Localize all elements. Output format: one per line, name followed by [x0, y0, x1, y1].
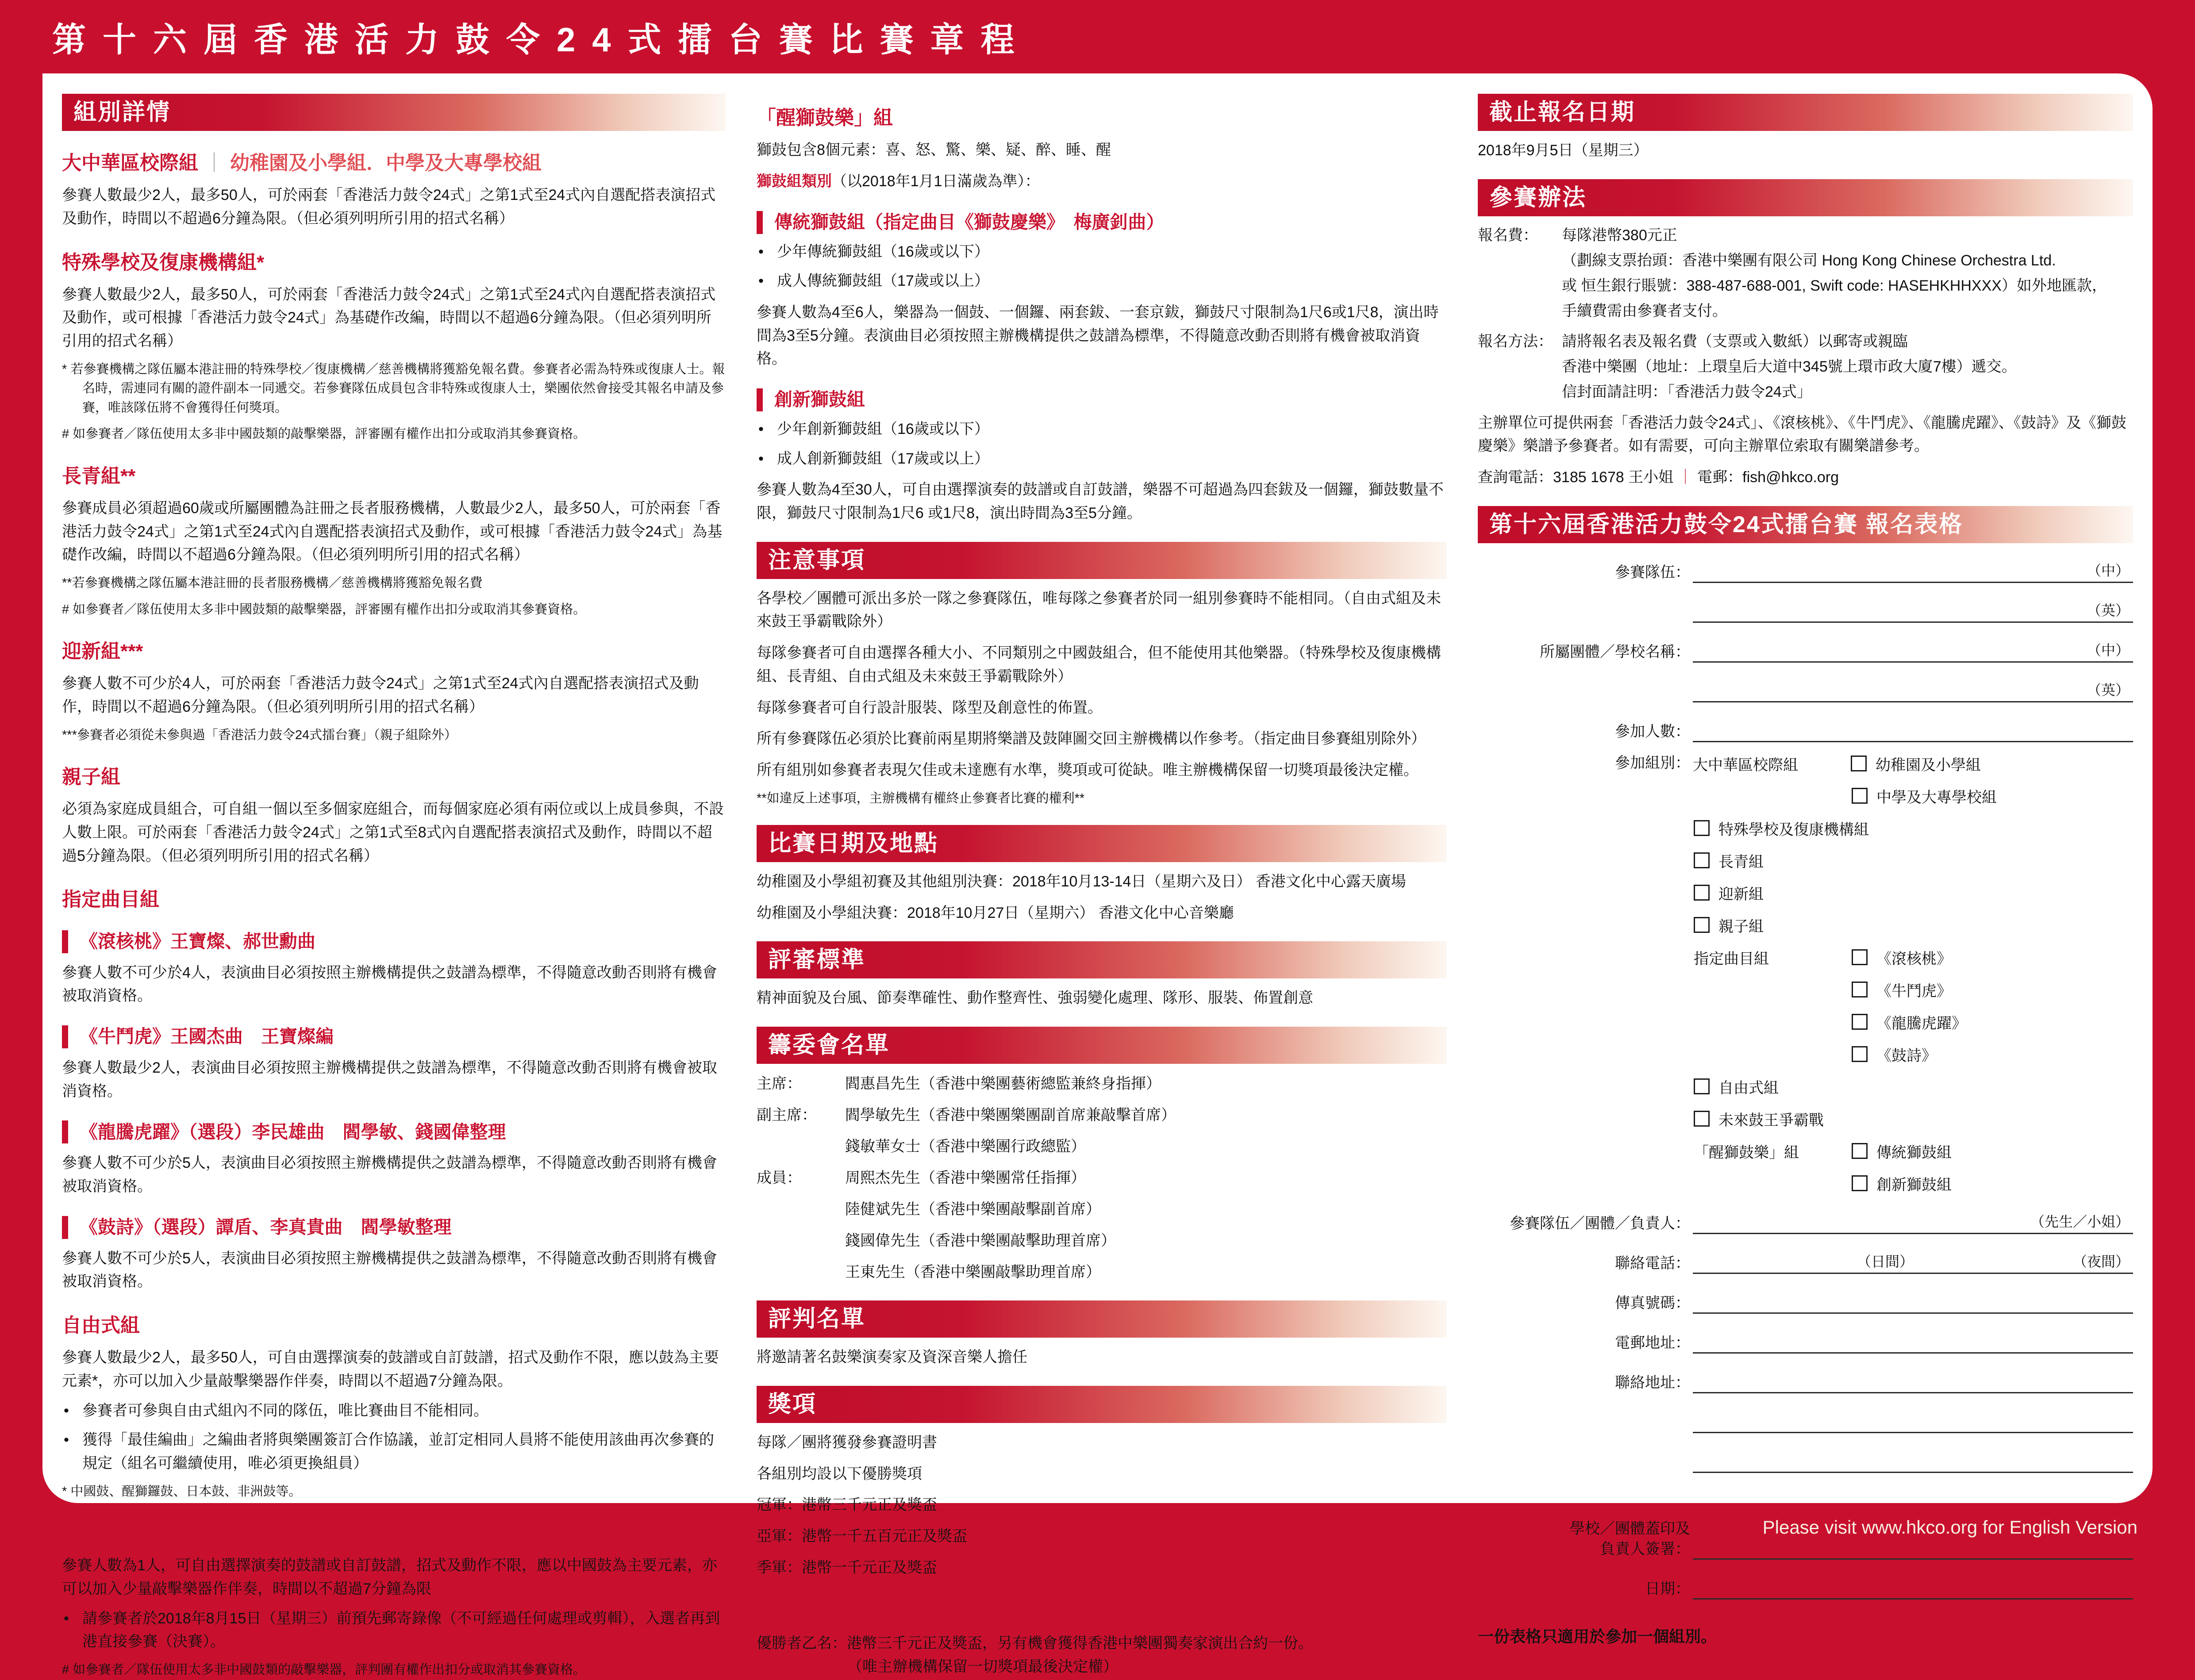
- group-heading-evergreen: 長青組**: [62, 465, 136, 487]
- paragraph: 參賽人數最少2人，表演曲目必須按照主辦機構提供之鼓譜為標準，不得隨意改動否則將有機會被取消資格。: [62, 1059, 717, 1100]
- paragraph: 參賽人數最少2人，最多50人，可自由選擇演奏的鼓譜或自訂鼓譜，招式及動作不限，應以鼓為主要元素*，亦可以加入少量敲擊樂器作伴奏，時間以不超過7分鐘為限。: [62, 1349, 719, 1389]
- committee-role: 主席：: [757, 1075, 802, 1093]
- committee-name: 王東先生（香港中樂團敲擊助理首席）: [845, 1264, 1101, 1281]
- checkbox-secondary-tertiary[interactable]: [1852, 788, 1868, 804]
- footnote: # 如參賽者／隊伍使用太多非中國鼓類的敲擊樂器，評判團有權作出扣分或取消其參賽資格。: [62, 1663, 586, 1677]
- checkbox-item: [1694, 817, 1869, 839]
- paragraph: 季軍：港幣一千元正及獎盃: [757, 1559, 937, 1576]
- email-label: 電郵地址：: [1615, 1334, 1690, 1351]
- lion-category-label: 獅鼓組類別: [757, 173, 832, 190]
- red-bar-icon: [62, 1216, 68, 1239]
- paragraph: 亞軍：港幣一千五百元正及獎盃: [757, 1527, 967, 1545]
- field-team-name-en[interactable]: [1693, 595, 2133, 623]
- paragraph: 參賽人數不可少於5人，表演曲目必須按照主辦機構提供之鼓譜為標準，不得隨意改動否則將有機會被取消資格。: [62, 1155, 717, 1195]
- form-row-category: [1478, 785, 2133, 807]
- paragraph: 每隊參賽者可自行設計服裝、隊型及創意性的佈置。: [757, 699, 1103, 716]
- bullet-item: • 成人傳統獅鼓組（17歲或以上）: [757, 269, 1447, 293]
- signature-label-line1: 學校／團體蓋印及: [1570, 1520, 1690, 1537]
- paragraph: 參賽人數不可少於4人，表演曲目必須按照主辦機構提供之鼓譜為標準，不得隨意改動否則將有機會被取消資格。: [62, 964, 717, 1005]
- committee-name: 周熙杰先生（香港中樂團常任指揮）: [845, 1170, 1086, 1187]
- form-row-address-2: [1478, 1405, 2133, 1433]
- form-row-phone: [1478, 1246, 2133, 1274]
- paragraph: 每隊／團將獲發參賽證明書: [757, 1434, 937, 1451]
- column-group-details: [62, 94, 726, 1677]
- checkbox-label: 《鼓詩》: [1876, 1047, 1937, 1064]
- fee-line: 或 恒生銀行賬號：388-487-688-001, Swift code: HASEHKHHXXX）如外地匯款，: [1562, 277, 2107, 294]
- bullet-item: • 少年創新獅鼓組（16歲或以下）: [757, 418, 1447, 441]
- section-header-notes: 注意事項: [757, 542, 1447, 579]
- heading-divider: ｜: [204, 152, 224, 174]
- bullet-item: • 成人創新獅鼓組（17歲或以上）: [757, 447, 1447, 471]
- form-row-category: [1478, 1043, 2133, 1065]
- checkbox-label: 特殊學校及復康機構組: [1718, 821, 1869, 838]
- committee-row: [757, 1073, 1447, 1095]
- way-label: 報名方法：: [1478, 333, 1553, 350]
- committee-row: [757, 1135, 1447, 1158]
- red-bar-icon: [62, 1025, 68, 1048]
- group-heading-lion-drum: 「醒獅鼓樂」組: [757, 107, 893, 129]
- footnote: * 若參賽機構之隊伍屬本港註冊的特殊學校／復康機構／慈善機構將獲豁免報名費。參賽者必需為特殊或復康人士。報名時，需連同有關的證件副本一同遞交。若參賽隊伍成員包含非特殊或復康人士，樂團依然會接受其報名申請及參賽，唯該隊伍將不會獲得任何獎項。: [62, 362, 725, 415]
- committee-role: [757, 1230, 845, 1252]
- checkbox-label: 《龍騰虎躍》: [1876, 1015, 1967, 1032]
- paragraph: 各組別均設以下優勝獎項: [757, 1465, 922, 1482]
- checkbox-item: [1852, 979, 1952, 1001]
- group-title: 大中華區校際組: [62, 152, 198, 174]
- category-group-schools: 大中華區校際組: [1693, 756, 1798, 774]
- paragraph: 將邀請著名鼓樂演奏家及資深音樂人擔任: [757, 1349, 1027, 1366]
- form-row-category: [1478, 753, 2133, 775]
- form-row-category: [1478, 1108, 2133, 1130]
- field-org-name-en[interactable]: [1693, 675, 2133, 702]
- set-piece-item: [62, 1216, 726, 1239]
- count-label: 參加人數：: [1615, 723, 1690, 740]
- checkbox-item: [1852, 947, 1952, 968]
- committee-role: 副主席：: [757, 1107, 817, 1124]
- form-row-category: [1478, 850, 2133, 871]
- page-title: 第十六屆香港活力鼓令24式擂台賽比賽章程: [52, 21, 1031, 59]
- checkbox-label: 迎新組: [1718, 886, 1764, 903]
- checkbox-item: [1694, 850, 1764, 871]
- form-row-category: [1478, 1173, 2133, 1194]
- checkbox-label: 幼稚園及小學組: [1876, 756, 1981, 774]
- form-row-leader: [1478, 1206, 2133, 1234]
- field-contact-address-1[interactable]: [1693, 1365, 2133, 1393]
- form-row-category: [1478, 947, 2133, 968]
- form-row-category: [1478, 1011, 2133, 1033]
- paragraph: 參賽人數最少2人，最多50人，可於兩套「香港活力鼓令24式」之第1式至24式內自選配搭表演招式及動作，時間以不超過6分鐘為限。（但必須列明所引用的招式名稱）: [62, 187, 716, 227]
- committee-row: [757, 1104, 1447, 1127]
- paragraph: 主辦單位可提供兩套「香港活力鼓令24式」、《滾核桃》、《牛鬥虎》、《龍騰虎躍》、《鼓詩》及《獅鼓慶樂》樂譜予參賽者。如有需要，可向主辦單位索取有關樂譜參考。: [1478, 414, 2126, 455]
- fee-line: 手續費需由參賽者支付。: [1562, 302, 1727, 319]
- section-header-registration-form: 第十六屆香港活力鼓令24式擂台賽 報名表格: [1478, 506, 2133, 543]
- lion-subgroup-item: [757, 388, 1447, 411]
- footnote: # 如參賽者／隊伍使用太多非中國鼓類的敲擊樂器，評審團有權作出扣分或取消其參賽資格。: [62, 427, 586, 441]
- paragraph: 所有參賽隊伍必須於比賽前兩星期將樂譜及鼓陣圖交回主辦機構以作參考。（指定曲目參賽組別除外）: [757, 730, 1426, 748]
- checkbox-item: [1694, 914, 1764, 936]
- paragraph: 幼稚園及小學組決賽：2018年10月27日（星期六） 香港文化中心音樂廳: [757, 904, 1234, 921]
- paragraph: 參賽人數最少2人，最多50人，可於兩套「香港活力鼓令24式」之第1式至24式內自選配搭表演招式及動作，或可根據「香港活力鼓令24式」為基礎作改編，時間以不超過6分鐘為限。（但必須列明所引用的招式名稱）: [62, 286, 716, 350]
- checkbox-item: [1852, 1140, 1952, 1162]
- paragraph: 每隊參賽者可自由選擇各種大小、不同類別之中國鼓組合，但不能使用其他樂器。（特殊學校及復康機構組、長青組、自由式組及未來鼓王爭霸戰除外）: [757, 644, 1441, 685]
- bullet-item: • 獲得「最佳編曲」之編曲者將與樂團簽訂合作協議，並訂定相同人員將不能使用該曲再次參賽的規定（組名可繼續使用，唯必須更換組員）: [62, 1428, 726, 1475]
- field-date[interactable]: [1693, 1572, 2133, 1599]
- form-row-category: [1478, 882, 2133, 904]
- group-heading-special: 特殊學校及復康機構組*: [62, 251, 265, 273]
- signature-label-line2: 負責人簽署：: [1600, 1540, 1690, 1557]
- fee-label: 報名費：: [1478, 226, 1538, 244]
- fee-line: （劃線支票抬頭：香港中樂團有限公司 Hong Kong Chinese Orchestra Ltd.: [1562, 252, 2056, 269]
- page-header: [0, 0, 2195, 73]
- checkbox-item: [1852, 785, 1997, 807]
- lion-group-label: 「醒獅鼓樂」組: [1694, 1144, 1799, 1161]
- paragraph: 冠軍：港幣三千元正及獎盃: [757, 1496, 937, 1514]
- form-row-category: [1478, 914, 2133, 936]
- checkbox-kindergarten-primary[interactable]: [1851, 756, 1867, 771]
- field-team-name-zh[interactable]: [1693, 555, 2133, 583]
- section-header-deadline: 截止報名日期: [1478, 94, 2133, 131]
- committee-name: 陸健斌先生（香港中樂團敲擊副首席）: [845, 1201, 1101, 1218]
- red-bar-icon: [62, 930, 68, 953]
- section-header-method: 參賽辦法: [1478, 179, 2133, 216]
- set-piece-title: 《龍騰虎躍》（選段）李民雄曲 閻學敏、錢國偉整理: [80, 1121, 506, 1142]
- field-contact-address-3[interactable]: [1693, 1445, 2133, 1473]
- method-row-fee: [1478, 224, 2133, 322]
- group-heading-future-drum-king-award: 未來鼓王爭霸戰比賽: [757, 1600, 932, 1622]
- paragraph: 優勝者乙名：港幣三千元正及獎盃，另有機會獲得香港中樂團獨奏家演出合約一份。: [757, 1635, 1313, 1652]
- committee-row: [757, 1198, 1447, 1221]
- set-piece-title: 《滾核桃》王寶燦、郝世勳曲: [80, 931, 315, 951]
- set-piece-title: 《牛鬥虎》王國杰曲 王寶燦編: [80, 1026, 334, 1047]
- paragraph: 參賽人數為4至6人，樂器為一個鼓、一個鑼、兩套鈸、一套京鈸，獅鼓尺寸限制為1尺6或1尺8，演出時間為3至5分鐘。表演曲目必須按照主辦機構提供之鼓譜為標準，不得隨意改動否則將有機會被取消資格。: [757, 303, 1439, 368]
- annotation-night: （夜間）: [2072, 1253, 2130, 1270]
- checkbox-item: [1852, 1173, 1952, 1194]
- checkbox-item: [1852, 1043, 1937, 1065]
- committee-row: [757, 1261, 1447, 1284]
- checkbox-family[interactable]: [1694, 917, 1710, 933]
- committee-role: [757, 1135, 845, 1158]
- checkbox-label: 未來鼓王爭霸戰: [1718, 1112, 1824, 1129]
- fee-line: 每隊港幣380元正: [1562, 226, 1677, 244]
- lion-category-note: （以2018年1月1日滿歲為準）：: [832, 173, 1040, 190]
- committee-name: 錢國偉先生（香港中樂團敲擊助理首席）: [845, 1232, 1116, 1250]
- committee-role: [757, 1198, 845, 1221]
- set-piece-group-label: 指定曲目組: [1694, 950, 1769, 967]
- paragraph-indented: （唯主辦機構保留一切獎項最後決定權）: [847, 1658, 1118, 1676]
- paragraph: 參賽人數為4至30人，可自由選擇演奏的鼓譜或自訂鼓譜，樂器不可超過為四套鈸及一個鑼，獅鼓數量不限，獅鼓尺寸限制為1尺6 或1尺8，演出時間為3至5分鐘。: [757, 481, 1444, 522]
- form-row-count: [1478, 714, 2133, 742]
- enquiry-line: [1478, 466, 2133, 489]
- form-row-category: [1478, 1140, 2133, 1162]
- date-label: 日期：: [1645, 1580, 1690, 1597]
- address-label: 聯絡地址：: [1615, 1374, 1690, 1391]
- form-row-address: [1478, 1365, 2133, 1393]
- form-row-date: [1478, 1571, 2133, 1599]
- annotation-chinese: （中）: [2087, 562, 2130, 579]
- annotation-mr-ms: （先生／小姐）: [2030, 1213, 2130, 1230]
- field-org-name-zh[interactable]: [1693, 635, 2133, 663]
- checkbox-label: 創新獅鼓組: [1876, 1176, 1952, 1193]
- group-heading-family: 親子組: [62, 766, 120, 788]
- checkbox-label: 中學及大專學校組: [1876, 789, 1997, 806]
- field-contact-address-2[interactable]: [1693, 1405, 2133, 1433]
- checkbox-piece-dragon-tiger[interactable]: [1852, 1014, 1868, 1030]
- field-fax-number[interactable]: [1693, 1286, 2133, 1314]
- annotation-chinese: （中）: [2087, 642, 2130, 658]
- fax-label: 傳真號碼：: [1615, 1294, 1690, 1312]
- paragraph: 各學校／團體可派出多於一隊之參賽隊伍，唯每隊之參賽者於同一組別參賽時不能相同。（自由式組及未來鼓王爭霸戰除外）: [757, 590, 1441, 630]
- checkbox-label: 《滾核桃》: [1876, 950, 1952, 967]
- field-contact-phone[interactable]: [1693, 1246, 2133, 1274]
- set-piece-item: [62, 1025, 726, 1048]
- section-header-criteria: 評審標準: [757, 941, 1447, 978]
- field-participant-count[interactable]: [1693, 714, 2133, 742]
- committee-name: 閻學敏先生（香港中樂團樂團副首席兼敲擊首席）: [845, 1107, 1176, 1124]
- form-row-address-3: [1478, 1445, 2133, 1473]
- lion-subgroup-title: 創新獅鼓組: [774, 389, 865, 410]
- red-bar-icon: [757, 388, 763, 411]
- group-heading-freestyle: 自由式組: [62, 1315, 140, 1337]
- checkbox-piece-bull-tiger[interactable]: [1852, 982, 1868, 997]
- checkbox-item: [1851, 753, 1981, 775]
- form-note: 一份表格只適用於參加一個組別。: [1478, 1627, 1717, 1645]
- leader-label: 參賽隊伍／團體／負責人：: [1510, 1215, 1690, 1232]
- checkbox-innovative-lion-drum[interactable]: [1852, 1175, 1868, 1191]
- set-piece-item: [62, 930, 726, 953]
- field-leader-name[interactable]: [1693, 1206, 2133, 1234]
- checkbox-item: [1694, 1108, 1824, 1130]
- method-row-way: [1478, 330, 2133, 403]
- committee-role: [757, 1261, 845, 1284]
- paragraph: 所有組別如參賽者表現欠佳或未達應有水準，獎項或可從缺。唯主辦機構保留一切獎項最後決定權。: [757, 761, 1418, 779]
- committee-role: 成員：: [757, 1170, 802, 1187]
- paragraph: 必須為家庭成員組合，可自組一個以至多個家庭組合，而每個家庭必須有兩位或以上成員參與，不設人數上限。可於兩套「香港活力鼓令24式」之第1式至8式內自選配搭表演招式及動作，時間以不超過5分鐘為限。（但必須列明所引用的招式名稱）: [62, 801, 724, 864]
- checkbox-future-drum-king[interactable]: [1694, 1111, 1710, 1127]
- enquiry-phone: 查詢電話：3185 1678 王小姐: [1478, 469, 1674, 486]
- checkbox-label: 傳統獅鼓組: [1876, 1144, 1952, 1161]
- deadline-date: 2018年9月5日（星期三）: [1478, 142, 1649, 159]
- form-row-org-zh: [1478, 634, 2133, 663]
- paragraph: 參賽人數為1人，可自由選擇演奏的鼓譜或自訂鼓譜，招式及動作不限，應以中國鼓為主要元素，亦可以加入少量敲擊樂器作伴奏，時間以不超過7分鐘為限: [62, 1557, 717, 1598]
- form-row-fax: [1478, 1285, 2133, 1314]
- checkbox-item: [1694, 1076, 1779, 1097]
- committee-row: [757, 1230, 1447, 1252]
- committee-name: 錢敏華女士（香港中樂團行政總監）: [845, 1138, 1086, 1155]
- set-piece-item: [62, 1120, 726, 1143]
- form-row-category: [1478, 1076, 2133, 1097]
- footnote: # 如參賽者／隊伍使用太多非中國鼓類的敲擊樂器，評審團有權作出扣分或取消其參賽資格。: [62, 602, 586, 617]
- lion-subgroup-item: [757, 211, 1447, 234]
- annotation-english: （英）: [2087, 602, 2130, 618]
- section-header-judges: 評判名單: [757, 1300, 1447, 1338]
- section-header-group-details: 組別詳情: [62, 94, 726, 131]
- fee-value: [1562, 224, 2133, 322]
- committee-row: [757, 1167, 1447, 1189]
- form-row-team-zh: [1478, 555, 2133, 583]
- annotation-daytime: （日間）: [1857, 1253, 1914, 1270]
- lion-subgroup-title: 傳統獅鼓組（指定曲目《獅鼓慶樂》 梅廣釗曲）: [774, 211, 1165, 232]
- group-heading-newcomer: 迎新組***: [62, 641, 143, 663]
- phone-label: 聯絡電話：: [1615, 1254, 1690, 1272]
- form-row-category: [1478, 817, 2133, 839]
- bullet-item: • 請參賽者於2018年8月15日（星期三）前預先郵寄錄像（不可經過任何處理或剪輯），入選者再到港直接參賽（決賽）。: [62, 1607, 726, 1653]
- bullet-item: • 少年傳統獅鼓組（16歲或以下）: [757, 240, 1447, 264]
- footnote: **若參賽機構之隊伍屬本港註冊的長者服務機構／慈善機構將獲豁免報名費: [62, 576, 483, 591]
- form-row-org-en: [1478, 674, 2133, 702]
- enquiry-email: 電郵：fish@hkco.org: [1697, 469, 1839, 486]
- checkbox-item: [1852, 1011, 1967, 1033]
- footnote: ***參賽者必須從未參與過「香港活力鼓令24式擂台賽」（親子組除外）: [62, 728, 457, 742]
- annotation-english: （英）: [2087, 682, 2130, 698]
- footer-english-version-note: Please visit www.hkco.org for English Version: [1762, 1517, 2137, 1538]
- checkbox-traditional-lion-drum[interactable]: [1852, 1143, 1868, 1159]
- org-label: 所屬團體／學校名稱：: [1540, 643, 1690, 660]
- footnote: **如違反上述事項，主辦機構有權終止參賽者比賽的權利**: [757, 791, 1085, 805]
- checkbox-label: 長青組: [1718, 853, 1764, 871]
- signature-label: [1478, 1519, 1693, 1560]
- committee-name: 閻惠昌先生（香港中樂團藝術總監兼終身指揮）: [845, 1075, 1161, 1093]
- section-header-awards: 獎項: [757, 1386, 1447, 1423]
- way-line: 信封面請註明：「香港活力鼓令24式」: [1562, 383, 1812, 400]
- red-bar-icon: [757, 211, 763, 234]
- group-heading-future-drum-king: 未來鼓王爭霸戰（歡迎任何已達專業演出水準人士參加）: [62, 1523, 549, 1545]
- paragraph: 幼稚園及小學組初賽及其他組別決賽：2018年10月13-14日（星期六及日） 香港文化中心露天廣場: [757, 873, 1406, 890]
- paragraph: 參賽人數不可少於4人，可於兩套「香港活力鼓令24式」之第1式至24式內自選配搭表演招式及動作，時間以不超過6分鐘為限。（但必須列明所引用的招式名稱）: [62, 675, 699, 715]
- way-value: [1562, 330, 2133, 403]
- paragraph: 精神面貌及台風、節奏準確性、動作整齊性、強弱變化處理、隊形、服裝、佈置創意: [757, 990, 1313, 1007]
- column-rules-info: [757, 94, 1447, 1676]
- paragraph: 參賽成員必須超過60歲或所屬團體為註冊之長者服務機構，人數最少2人，最多50人，可於兩套「香港活力鼓令24式」之第1式至24式內自選配搭表演招式及動作，或可根據「香港活力鼓令24式」為基礎作改編，時間以不超過6分鐘為限。（但必須列明所引用的招式名稱）: [62, 500, 723, 564]
- checkbox-label: 《牛鬥虎》: [1876, 982, 1952, 1000]
- form-row-email: [1478, 1325, 2133, 1354]
- group-heading-set-pieces: 指定曲目組: [62, 889, 159, 911]
- team-label: 參賽隊伍：: [1615, 564, 1690, 581]
- bullet-item: • 參賽者可參與自由式組內不同的隊伍，唯比賽曲目不能相同。: [62, 1399, 726, 1423]
- section-header-schedule: 比賽日期及地點: [757, 825, 1447, 862]
- checkbox-piece-rolling-walnuts[interactable]: [1852, 949, 1868, 965]
- paragraph: 參賽人數不可少於5人，表演曲目必須按照主辦機構提供之鼓譜為標準，不得隨意改動否則將有機會被取消資格。: [62, 1250, 717, 1290]
- lion-category-line: [757, 170, 1447, 193]
- red-bar-icon: [62, 1120, 68, 1143]
- group-subtitle: 幼稚園及小學組．中學及大專學校組: [230, 152, 542, 174]
- checkbox-label: 自由式組: [1718, 1079, 1779, 1097]
- footnote: * 中國鼓、醒獅鑼鼓、日本鼓、非洲鼓等。: [62, 1484, 302, 1499]
- category-label: 參加組別：: [1615, 755, 1690, 772]
- paragraph: 獅鼓包含8個元素：喜、怒、驚、樂、疑、醉、睡、醒: [757, 142, 1111, 159]
- section-header-committee: 籌委會名單: [757, 1027, 1447, 1064]
- checkbox-newcomer[interactable]: [1694, 885, 1710, 901]
- way-line: 香港中樂團（地址：上環皇后大道中345號上環市政大廈7樓）遞交。: [1562, 358, 2017, 375]
- checkbox-special-school-rehab[interactable]: [1694, 820, 1710, 836]
- field-email-address[interactable]: [1693, 1326, 2133, 1354]
- checkbox-item: [1694, 882, 1764, 904]
- form-row-team-en: [1478, 595, 2133, 623]
- checkbox-freestyle[interactable]: [1694, 1078, 1710, 1094]
- checkbox-label: 親子組: [1718, 918, 1764, 935]
- checkbox-evergreen[interactable]: [1694, 852, 1710, 868]
- divider: ｜: [1678, 469, 1693, 486]
- checkbox-piece-drum-poem[interactable]: [1852, 1046, 1868, 1062]
- form-row-category: [1478, 979, 2133, 1001]
- group-heading-schools: [62, 150, 726, 176]
- set-piece-title: 《鼓詩》（選段）譚盾、李真貴曲 閻學敏整理: [80, 1217, 452, 1238]
- way-line: 請將報名表及報名費（支票或入數紙）以郵寄或親臨: [1562, 333, 1908, 350]
